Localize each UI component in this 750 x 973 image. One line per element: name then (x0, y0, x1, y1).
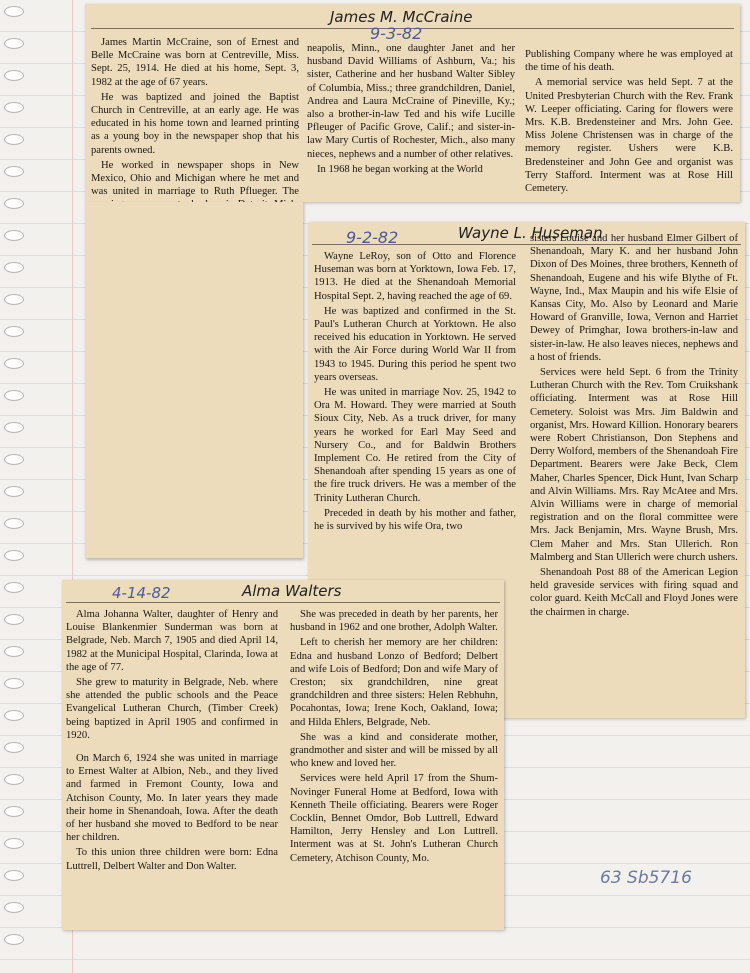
paragraph: She grew to maturity in Belgrade, Neb. where she attended the public schools and the Peace Evangelical Lutheran Church, (Timber Creek) being baptized in April 1905 and confirmed in 1920. (66, 677, 278, 741)
binder-hole (4, 38, 24, 49)
obituary-heading: Wayne L. Huseman (458, 224, 603, 242)
obituary-heading: Alma Walters (242, 582, 342, 600)
binder-hole (4, 806, 24, 817)
paragraph: sisters Louise and her husband Elmer Gilbert of Shenandoah, Mary K. and her husband John Dixon of Des Moines, three brothers, Kenneth of Shenandoah, Eugene and his wife Blythe of Ft. Wayne, Ind., Max Maupin and his wife Elsie of Kansas City, Mo. Also by Leonard and Marie Howard of Granville, Iowa, Vernon and Harriet Dewey of Primghar, Iowa brothers-in-law and sister-in-law. He also leaves nieces, nephews and a host of friends. (530, 233, 738, 363)
paragraph: He worked in newspaper shops in New Mexico, Ohio and Michigan where he met and was united in marriage to Ruth Pflueger. The (91, 159, 299, 198)
obituary-column (525, 48, 733, 200)
obituary-column (530, 232, 738, 716)
binder-hole (4, 134, 24, 145)
paragraph: He was united in marriage Nov. 25, 1942 to Ora M. Howard. They were married at South Sioux City, Neb. As a truck driver, for many years he worked for Earl May Seed and Nursery Co., and for Baldwin Brothers Implement Co. He retired from the City of Shenandoah after spending 15 years as one of the fire truck drivers. He was a member of the Trinity Lutheran Church. (314, 387, 516, 504)
binder-hole (4, 678, 24, 689)
paragraph: She was a kind and considerate mother, grandmother and sister and will be missed by all who knew and loved her. (290, 731, 498, 770)
binder-hole (4, 390, 24, 401)
heading-rule (66, 602, 500, 603)
binder-hole (4, 326, 24, 337)
paragraph: She was preceded in death by her parents, her husband in 1962 and one brother, Adolph Walter. (290, 609, 498, 634)
binder-hole (4, 774, 24, 785)
paragraph: Preceded in death by his mother and father, he is survived by his wife Ora, two (314, 507, 516, 533)
binder-hole (4, 902, 24, 913)
paragraph: Wayne LeRoy, son of Otto and Florence Huseman was born at Yorktown, Iowa Feb. 17, 1913. He died at the Shenandoah Memorial Hospital Sept. 2, having reached the age of 69. (314, 251, 516, 302)
page-pencil-note: 63 Sb5716 (600, 868, 692, 888)
obituary-column (290, 608, 498, 926)
paragraph: A memorial service was held Sept. 7 at the United Presbyterian Church with the Rev. Frank W. Leeper officiating. Caring for flowers were Mrs. K.B. Bredensteiner and Mrs. John Gee. Miss Jolene Christensen was in charge of the memory register. Ushers were K.B. Bredensteiner and John Gee and organist was Terry Stafford. Interment was at Rose Hill Cemetery. (525, 77, 733, 195)
binder-hole (4, 550, 24, 561)
handwritten-date: 4-14-82 (112, 584, 171, 602)
binder-hole (4, 614, 24, 625)
paragraph: Shenandoah Post 88 of the American Legion held graveside services with firing squad and color guard. Keith McCall and Floyd Jones were the chairmen in charge. (530, 567, 738, 618)
paragraph: Services were held April 17 from the Shum-Novinger Funeral Home at Bedford, Iowa with Kenneth Theile officiating. Bearers were Roger Cocklin, Bennet Omdor, Bob Luttrell, Edward Hamilton, Jerry Hensley and Lon Luttrell. Interment was at St. John's Lutheran Church Cemetery, Atchison County, Mo. (290, 773, 498, 864)
binder-hole (4, 198, 24, 209)
paragraph: Left to cherish her memory are her children: Edna and husband Lonzo of Bedford; Delbert and wife Lois of Bedford; Don and wife Mary of Creston; six grandchildren, nine great grandchildren and three sisters: Helen Rebhuhn, Pocahontas, Iowa; Irene Koch, Oakland, Iowa; and Hilda Ehlers, Belgrade, Neb. (290, 637, 498, 728)
binder-hole (4, 646, 24, 657)
binder-hole (4, 454, 24, 465)
paragraph: neapolis, Minn., one daughter Janet and her husband David Williams of Ashburn, Va.; his sister, Catherine and her husband Walter Sibley of Columbia, Miss.; three grandchildren, Daniel, Andrea and Laura McCraine of Pineville, Ky.; also a brother-in-law Ted and his wife Lucille Pfleuger of Pacific Grove, Calif.; and sister-in-law Mary Curtis of Rochester, Mich., also many nieces, nephews and a number of other relatives. (307, 43, 515, 160)
obituary-heading: James M. McCraine (330, 8, 473, 26)
paragraph: James Martin McCraine, son of Ernest and Belle McCraine was born at Centreville, Miss. Sept. 25, 1914. He died at his home, Sept. 3, 1982 at the age of 67 years. (91, 37, 299, 88)
paragraph: On March 6, 1924 she was united in marriage to Ernest Walter at Albion, Neb., and they lived and farmed in Fremont County, Iowa and Atchison County, Mo. In later years they made their home in Shenandoah, Iowa. After the death of her husband she moved to Bedford to be near her children. (66, 753, 278, 844)
binder-hole (4, 102, 24, 113)
binder-hole (4, 582, 24, 593)
binder-hole (4, 262, 24, 273)
paragraph: Alma Johanna Walter, daughter of Henry and Louise Blankenmier Sunderman was born at Belgrade, Neb. March 7, 1905 and died April 14, 1982 at the Municipal Hospital, Clarinda, Iowa at the age of 77. (66, 609, 278, 673)
binder-hole (4, 838, 24, 849)
binder-hole (4, 230, 24, 241)
binder-hole (4, 518, 24, 529)
paragraph: In 1968 he began working at the World (317, 163, 483, 175)
obituary-column (307, 42, 515, 202)
binder-holes (0, 0, 30, 973)
binder-hole (4, 294, 24, 305)
binder-hole (4, 6, 24, 17)
binder-hole (4, 710, 24, 721)
binder-hole (4, 742, 24, 753)
binder-hole (4, 934, 24, 945)
obituary-mccraine-column (85, 202, 303, 558)
binder-hole (4, 422, 24, 433)
handwritten-date: 9-3-82 (370, 24, 423, 43)
binder-hole (4, 358, 24, 369)
binder-hole (4, 486, 24, 497)
paragraph: He was baptized and confirmed in the St. Paul's Lutheran Church at Yorktown. He also received his education in Yorktown. He served with the Air Force during World War II from 1943 to 1945. During this period he spent two years overseas. (314, 305, 516, 383)
binder-hole (4, 870, 24, 881)
paragraph: Publishing Company where he was employed at the time of his death. (525, 49, 733, 74)
obituary-column (66, 608, 278, 926)
handwritten-date: 9-2-82 (346, 228, 399, 247)
binder-hole (4, 166, 24, 177)
paragraph: Services were held Sept. 6 from the Trinity Lutheran Church with the Rev. Tom Cruikshank officiating. Interment was at Rose Hill Cemetery. Soloist was Mrs. Jim Baldwin and organist, Mrs. Howard Killion. Honorary bearers were Robert Christianson, Don Stephens and Derry Wolford, members of the Shenandoah Fire Department. Bearers were Jake Beck, Clem Maher, Charles Spencer, Dick Hunt, Ivan Scharp and Alvin Williams. Mrs. Ray McAtee and Mrs. Alvin Williams were in charge of memorial registration and on the floral committee were Mrs. Jack Benjamin, Mrs. Wayne Brush, Mrs. Clem Maher and Mrs. Stan Ullerich. Ron Malmberg and Stan Ullerich were church ushers. (530, 367, 738, 563)
obituary-column (314, 250, 516, 606)
paragraph: He was baptized and joined the Baptist Church in Centreville, at an early age. He was educated in his home town and learned printing as a young boy in the newspaper shop that his parents owned. (91, 91, 299, 156)
paragraph: To this union three children were born: Edna Luttrell, Delbert Walter and Don Walter. (66, 847, 278, 872)
binder-hole (4, 70, 24, 81)
obituary-walters (62, 580, 504, 930)
